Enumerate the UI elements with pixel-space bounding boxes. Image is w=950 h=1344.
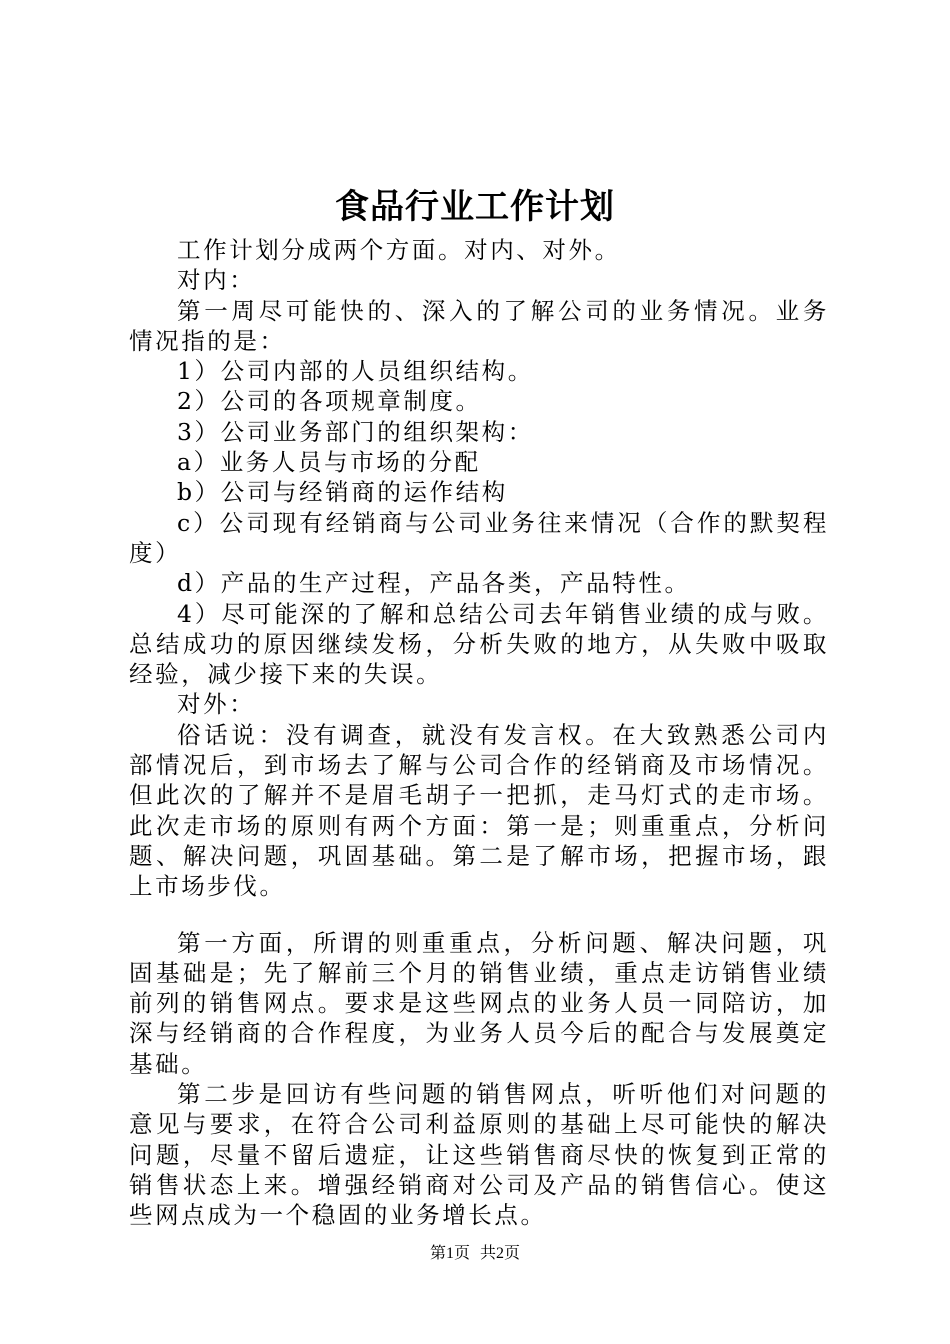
paragraph-week-one: 第一周尽可能快的、深入的了解公司的业务情况。业务情况指的是： — [129, 296, 829, 355]
list-item-3: 3）公司业务部门的组织架构： — [177, 417, 534, 446]
document-title: 食品行业工作计划 — [335, 187, 615, 227]
list-item-c: c）公司现有经销商与公司业务往来情况（合作的默契程度） — [129, 508, 829, 567]
page-total: 共2页 — [480, 1245, 521, 1262]
list-item-2: 2）公司的各项规章制度。 — [177, 387, 482, 416]
page-number: 第1页 — [429, 1245, 470, 1262]
document-body — [129, 235, 829, 1231]
list-item-a: a）业务人员与市场的分配 — [177, 448, 481, 477]
paragraph-external-heading: 对外： — [177, 690, 256, 719]
paragraph-internal-heading: 对内： — [177, 266, 256, 295]
paragraph-second-step: 第二步是回访有些问题的销售网点，听听他们对问题的意见与要求，在符合公司利益原则的基础上尽可能快的解决问题，尽量不留后遗症，让这些销售商尽快的恢复到正常的销售状态上来。增强经销商对公司及产品的销售信心。使这些网点成为一个稳固的业务增长点。 — [129, 1080, 829, 1230]
page-footer — [0, 1243, 950, 1265]
paragraph-proverb: 俗话说：没有调查，就没有发言权。在大致熟悉公司内部情况后，到市场去了解与公司合作的经销商及市场情况。但此次的了解并不是眉毛胡子一把抓，走马灯式的走市场。此次走市场的原则有两个方面：第一是；则重重点，分析问题、解决问题，巩固基础。第二是了解市场，把握市场，跟上市场步伐。 — [129, 720, 829, 901]
list-item-4: 4）尽可能深的了解和总结公司去年销售业绩的成与败。总结成功的原因继续发杨，分析失败的地方，从失败中吸取经验，减少接下来的失误。 — [129, 599, 829, 689]
list-item-d: d）产品的生产过程，产品各类，产品特性。 — [177, 569, 691, 598]
paragraph-first-aspect: 第一方面，所谓的则重重点，分析问题、解决问题，巩固基础是；先了解前三个月的销售业绩，重点走访销售业绩前列的销售网点。要求是这些网点的业务人员一同陪访，加深与经销商的合作程度，为业务人员今后的配合与发展奠定基础。 — [129, 928, 829, 1078]
paragraph-intro: 工作计划分成两个方面。对内、对外。 — [177, 236, 621, 264]
list-item-1: 1）公司内部的人员组织结构。 — [177, 357, 534, 386]
list-item-b: b）公司与经销商的运作结构 — [177, 478, 508, 507]
